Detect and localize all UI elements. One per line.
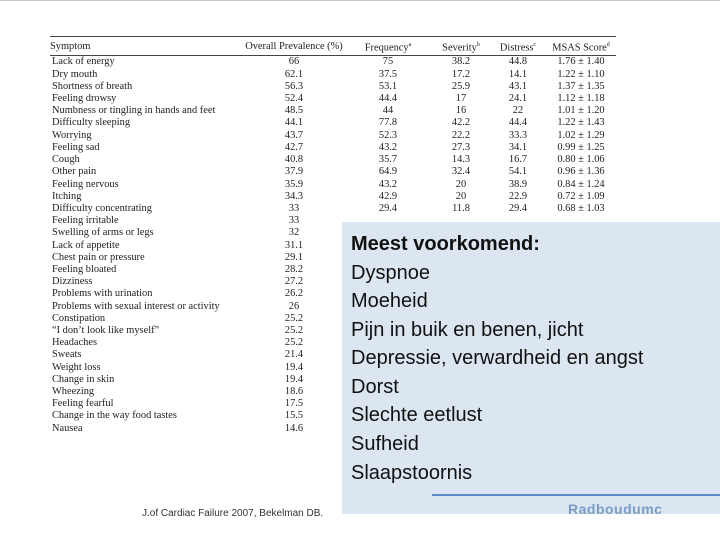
cell-prevalence: 40.8 <box>284 154 304 166</box>
cell-symptom: Constipation <box>52 312 106 324</box>
cell-msas: 1.12 ± 1.18 <box>557 93 605 105</box>
cell-prevalence: 21.4 <box>284 349 304 361</box>
overlay-list-item: Pijn in buik en benen, jicht <box>351 318 584 341</box>
citation-text: J.of Cardiac Failure 2007, Bekelman DB. <box>142 508 324 519</box>
cell-symptom: Difficulty sleeping <box>52 117 131 129</box>
table-row <box>50 56 616 69</box>
cell-frequency: 77.8 <box>378 117 398 129</box>
table-row <box>50 130 616 142</box>
table-row <box>50 203 616 215</box>
cell-prevalence: 19.4 <box>284 361 304 373</box>
cell-severity: 32.4 <box>451 166 471 178</box>
table-row <box>50 179 616 191</box>
cell-prevalence: 25.2 <box>284 324 304 336</box>
cell-prevalence: 56.3 <box>284 80 304 92</box>
overlay-summary-box <box>342 222 720 514</box>
cell-frequency: 44.4 <box>378 93 398 105</box>
cell-prevalence: 52.4 <box>284 93 304 105</box>
table-row <box>50 93 616 105</box>
overlay-list-item: Dorst <box>351 375 399 398</box>
overlay-list-item: Slaapstoornis <box>351 461 473 484</box>
overlay-title: Meest voorkomend: <box>351 233 540 255</box>
cell-symptom: Chest pain or pressure <box>52 251 145 263</box>
cell-prevalence: 32 <box>288 227 300 239</box>
table-row <box>50 81 616 93</box>
cell-prevalence: 15.5 <box>284 410 304 422</box>
overlay-list-item: Slechte eetlust <box>351 404 483 427</box>
cell-distress: 34.1 <box>508 141 528 153</box>
cell-symptom: Problems with sexual interest or activity <box>52 300 220 312</box>
cell-distress: 44.4 <box>508 117 528 129</box>
cell-msas: 1.01 ± 1.20 <box>557 105 605 117</box>
cell-symptom: Change in skin <box>52 373 115 385</box>
cell-prevalence: 14.6 <box>284 422 304 434</box>
cell-severity: 14.3 <box>451 154 471 166</box>
overlay-list-item: Sufheid <box>351 433 419 456</box>
cell-msas: 0.84 ± 1.24 <box>557 178 605 190</box>
cell-symptom: Feeling drowsy <box>52 93 117 105</box>
cell-distress: 44.8 <box>508 56 528 68</box>
cell-symptom: Sweats <box>52 349 82 361</box>
cell-msas: 0.99 ± 1.25 <box>557 141 605 153</box>
cell-prevalence: 18.6 <box>284 385 304 397</box>
cell-prevalence: 19.4 <box>284 373 304 385</box>
cell-prevalence: 66 <box>288 56 300 68</box>
cell-msas: 1.76 ± 1.40 <box>557 56 605 68</box>
cell-msas: 0.68 ± 1.03 <box>557 202 605 214</box>
cell-severity: 11.8 <box>452 202 470 214</box>
table-row <box>50 142 616 154</box>
footer-divider <box>432 494 720 496</box>
cell-symptom: Nausea <box>52 422 83 434</box>
cell-severity: 16 <box>455 105 467 117</box>
table-row <box>50 117 616 129</box>
cell-symptom: Feeling irritable <box>52 215 119 227</box>
cell-prevalence: 48.5 <box>284 105 304 117</box>
cell-symptom: Numbness or tingling in hands and feet <box>52 105 216 117</box>
cell-symptom: Worrying <box>52 129 92 141</box>
cell-symptom: Headaches <box>52 337 97 349</box>
cell-frequency: 52.3 <box>378 129 398 141</box>
cell-distress: 33.3 <box>508 129 528 141</box>
cell-severity: 42.2 <box>451 117 471 129</box>
cell-symptom: Swelling of arms or legs <box>52 227 154 239</box>
cell-distress: 54.1 <box>508 166 528 178</box>
cell-frequency: 53.1 <box>378 80 398 92</box>
cell-severity: 27.3 <box>451 141 471 153</box>
cell-msas: 1.02 ± 1.29 <box>557 129 605 141</box>
cell-symptom: Change in the way food tastes <box>52 410 177 422</box>
table-row <box>50 69 616 81</box>
cell-symptom: Difficulty concentrating <box>52 202 152 214</box>
cell-prevalence: 27.2 <box>284 276 304 288</box>
overlay-list-item: Moeheid <box>351 290 428 313</box>
cell-frequency: 37.5 <box>378 68 398 80</box>
cell-msas: 1.22 ± 1.10 <box>557 68 605 80</box>
cell-msas: 0.80 ± 1.06 <box>557 154 605 166</box>
cell-prevalence: 62.1 <box>284 68 304 80</box>
cell-symptom: “I don’t look like myself” <box>52 324 160 336</box>
cell-distress: 16.7 <box>508 154 528 166</box>
cell-symptom: Lack of energy <box>52 56 115 68</box>
cell-prevalence: 31.1 <box>284 239 304 251</box>
cell-severity: 20 <box>455 190 467 202</box>
table-row <box>50 154 616 166</box>
table-header-row <box>50 37 616 56</box>
cell-symptom: Itching <box>52 190 82 202</box>
header-prevalence: Overall Prevalence (%) <box>244 37 344 56</box>
cell-distress: 38.9 <box>508 178 528 190</box>
cell-prevalence: 17.5 <box>284 398 304 410</box>
header-msas-score: MSAS Score$^d$ <box>546 37 616 56</box>
cell-distress: 22.9 <box>508 190 528 202</box>
cell-prevalence: 25.2 <box>284 337 304 349</box>
overlay-list <box>351 259 720 488</box>
cell-symptom: Lack of appetite <box>52 239 120 251</box>
cell-prevalence: 43.7 <box>284 129 304 141</box>
cell-severity: 22.2 <box>451 129 471 141</box>
cell-distress: 14.1 <box>508 68 528 80</box>
cell-symptom: Shortness of breath <box>52 80 133 92</box>
cell-severity: 17.2 <box>451 68 471 80</box>
cell-prevalence: 35.9 <box>284 178 304 190</box>
cell-symptom: Feeling sad <box>52 141 100 153</box>
cell-symptom: Feeling nervous <box>52 178 119 190</box>
cell-prevalence: 28.2 <box>284 263 304 275</box>
cell-prevalence: 25.2 <box>284 312 304 324</box>
cell-distress: 43.1 <box>508 80 528 92</box>
header-severity: Severity$^b$ <box>432 37 490 56</box>
cell-msas: 0.96 ± 1.36 <box>557 166 605 178</box>
cell-symptom: Dry mouth <box>52 68 98 80</box>
cell-symptom: Cough <box>52 154 80 166</box>
cell-severity: 17 <box>455 93 467 105</box>
cell-symptom: Dizziness <box>52 276 93 288</box>
header-symptom: Symptom <box>50 37 244 56</box>
cell-frequency: 64.9 <box>378 166 398 178</box>
table-row <box>50 105 616 117</box>
header-frequency: Frequency$^a$ <box>344 37 432 56</box>
cell-frequency: 75 <box>382 56 394 68</box>
cell-msas: 1.37 ± 1.35 <box>557 80 605 92</box>
cell-prevalence: 26 <box>288 300 300 312</box>
radboudumc-logo: Radboudumc <box>568 501 663 517</box>
cell-distress: 22 <box>512 105 524 117</box>
cell-frequency: 43.2 <box>378 178 398 190</box>
cell-frequency: 29.4 <box>378 202 398 214</box>
cell-frequency: 43.2 <box>378 141 398 153</box>
cell-frequency: 44 <box>382 105 394 117</box>
top-rule <box>0 0 720 1</box>
cell-frequency: 42.9 <box>378 190 398 202</box>
cell-symptom: Feeling bloated <box>52 263 117 275</box>
cell-distress: 24.1 <box>508 93 528 105</box>
cell-severity: 38.2 <box>451 56 471 68</box>
table-row <box>50 166 616 178</box>
cell-symptom: Problems with urination <box>52 288 153 300</box>
overlay-list-item: Depressie, verwardheid en angst <box>351 347 644 370</box>
cell-severity: 25.9 <box>451 80 471 92</box>
overlay-list-item: Dyspnoe <box>351 261 430 284</box>
cell-prevalence: 26.2 <box>284 288 304 300</box>
cell-prevalence: 33 <box>288 215 300 227</box>
cell-prevalence: 33 <box>288 202 300 214</box>
header-distress: Distress$^c$ <box>490 37 546 56</box>
cell-frequency: 35.7 <box>378 154 398 166</box>
cell-prevalence: 37.9 <box>284 166 304 178</box>
cell-prevalence: 29.1 <box>284 251 304 263</box>
cell-msas: 1.22 ± 1.43 <box>557 117 605 129</box>
cell-msas: 0.72 ± 1.09 <box>557 190 605 202</box>
cell-severity: 20 <box>455 178 467 190</box>
cell-prevalence: 44.1 <box>284 117 304 129</box>
cell-symptom: Feeling fearful <box>52 398 114 410</box>
cell-symptom: Wheezing <box>52 385 95 397</box>
table-row <box>50 191 616 203</box>
cell-prevalence: 42.7 <box>284 141 304 153</box>
cell-symptom: Weight loss <box>52 361 101 373</box>
cell-symptom: Other pain <box>52 166 97 178</box>
cell-distress: 29.4 <box>508 202 528 214</box>
cell-prevalence: 34.3 <box>284 190 304 202</box>
